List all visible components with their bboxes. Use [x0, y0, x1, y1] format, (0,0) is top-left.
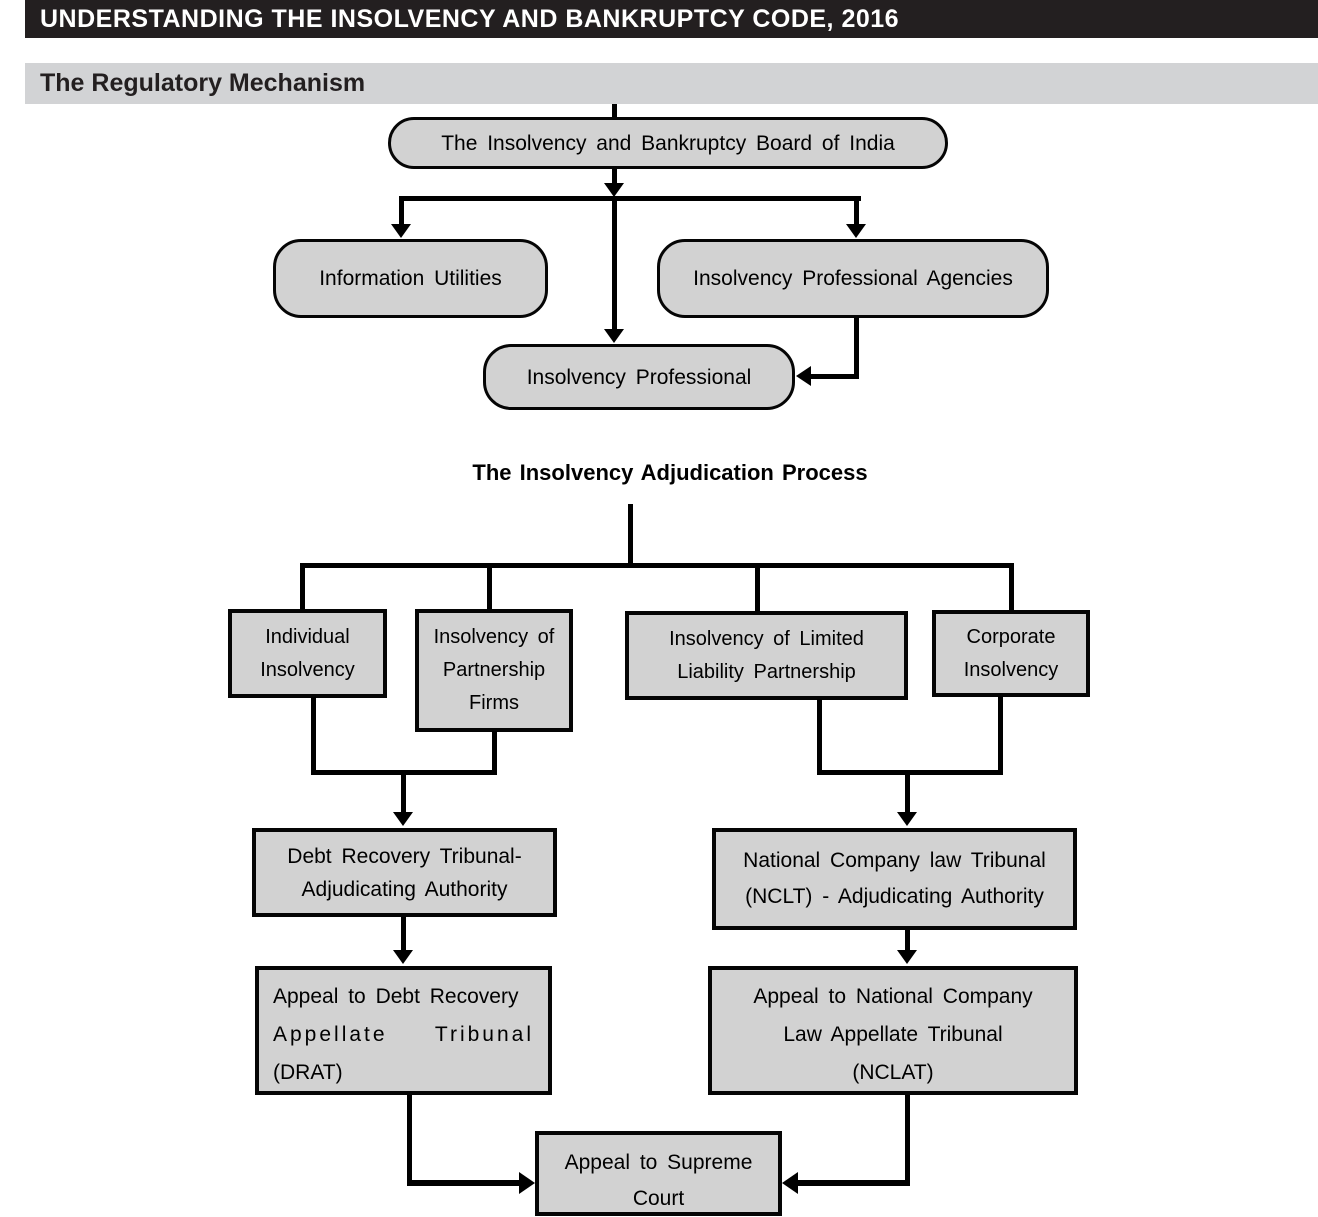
node-insolvency-professional-agencies	[657, 239, 1049, 318]
node-nclt	[712, 828, 1077, 930]
arrowhead-down-drat	[393, 950, 413, 964]
connector-merge-right	[817, 770, 1003, 775]
connector-top-tick	[612, 104, 617, 117]
node-label-line: Debt Recovery Tribunal-	[287, 844, 522, 868]
arrowhead-down-agencies	[846, 224, 866, 238]
arrowhead-down-junction	[604, 183, 624, 197]
page-title: UNDERSTANDING THE INSOLVENCY AND BANKRUPTCY CODE, 2016	[40, 4, 900, 33]
connector-corporate-down	[998, 696, 1003, 775]
node-label-line: Law Appellate Tribunal	[783, 1023, 1003, 1046]
node-label: The Insolvency and Bankruptcy Board of India	[441, 131, 895, 155]
node-label-line: Adjudicating Authority	[301, 877, 508, 901]
node-supreme-court-appeal	[535, 1131, 782, 1216]
connector-board-stem	[612, 169, 617, 184]
arrowhead-down-info	[391, 224, 411, 238]
node-label-word: Appellate	[273, 1023, 388, 1046]
connector-llp-down	[817, 699, 822, 775]
connector-nclat-left	[798, 1180, 910, 1186]
page-title-bar	[25, 0, 1318, 38]
node-label-line: (NCLT) - Adjudicating Authority	[745, 885, 1044, 908]
arrowhead-down-drt	[393, 812, 413, 826]
section-heading: The Regulatory Mechanism	[40, 69, 366, 97]
connector-branch-bar	[300, 563, 1014, 568]
node-label-word: Tribunal	[434, 1023, 534, 1046]
connector-drop-individual	[300, 566, 305, 609]
connector-drop-agencies	[854, 201, 859, 225]
connector-nclt-to-nclat	[905, 930, 910, 951]
arrowhead-left-supreme	[782, 1172, 798, 1194]
node-label-line: Liability Partnership	[677, 660, 856, 683]
node-debt-recovery-tribunal	[252, 828, 557, 917]
connector-title-stem	[628, 504, 633, 564]
connector-agencies-elbow-horizontal	[810, 374, 859, 379]
node-label-line: Partnership	[442, 659, 546, 681]
connector-drat-down	[407, 1095, 412, 1186]
node-label-line: Appeal to National Company	[753, 985, 1033, 1008]
connector-nclat-down	[905, 1095, 910, 1186]
connector-merge-left-stem	[401, 775, 406, 813]
node-label-line: Insolvency	[260, 658, 355, 681]
connector-board-branch	[399, 196, 861, 201]
node-label-line: Insolvency	[963, 658, 1059, 681]
node-label-line: (NCLAT)	[852, 1061, 934, 1084]
node-drat-appeal	[255, 966, 552, 1095]
node-individual-insolvency	[228, 609, 387, 698]
node-label: Insolvency Professional Agencies	[693, 267, 1013, 290]
node-corporate-insolvency	[932, 610, 1090, 697]
node-insolvency-bankruptcy-board	[388, 117, 948, 169]
connector-drop-info	[399, 201, 404, 225]
arrowhead-down-nclat	[897, 950, 917, 964]
node-label-line: (DRAT)	[273, 1061, 343, 1084]
connector-merge-right-stem	[905, 775, 910, 813]
connector-individual-down	[311, 697, 316, 775]
node-nclat-appeal	[708, 966, 1078, 1095]
connector-agencies-elbow-vertical	[854, 318, 859, 379]
node-label-line	[273, 1016, 534, 1054]
node-label-line: Individual	[265, 625, 350, 648]
node-partnership-firms-insolvency	[415, 609, 573, 732]
node-label-line: Court	[632, 1187, 685, 1210]
node-label-line: Corporate	[966, 625, 1056, 648]
connector-drop-corporate	[1009, 566, 1014, 610]
arrowhead-right-supreme	[519, 1172, 535, 1194]
node-llp-insolvency	[625, 611, 908, 700]
node-label-line: Insolvency of Limited	[669, 627, 864, 650]
connector-board-to-professional	[612, 201, 617, 329]
connector-drat-right	[407, 1180, 519, 1186]
connector-partnership-down	[492, 731, 497, 775]
node-information-utilities	[273, 239, 548, 318]
node-label-line: National Company law Tribunal	[743, 849, 1046, 872]
connector-drt-to-drat	[401, 917, 406, 951]
arrowhead-down-professional	[604, 329, 624, 343]
node-label-line: Appeal to Debt Recovery	[273, 985, 519, 1008]
connector-drop-partnership	[487, 566, 492, 609]
node-label: Insolvency Professional	[526, 365, 752, 389]
node-label: Information Utilities	[319, 267, 502, 290]
connector-drop-llp	[755, 566, 760, 611]
node-label-line: Firms	[469, 692, 519, 714]
node-label-line: Insolvency of	[433, 626, 555, 648]
adjudication-process-title: The Insolvency Adjudication Process	[472, 460, 868, 485]
node-insolvency-professional	[483, 344, 795, 410]
section-heading-bar	[25, 63, 1318, 104]
arrowhead-left-professional	[796, 366, 811, 386]
node-label-line: Appeal to Supreme	[564, 1151, 753, 1174]
arrowhead-down-nclt	[897, 812, 917, 826]
